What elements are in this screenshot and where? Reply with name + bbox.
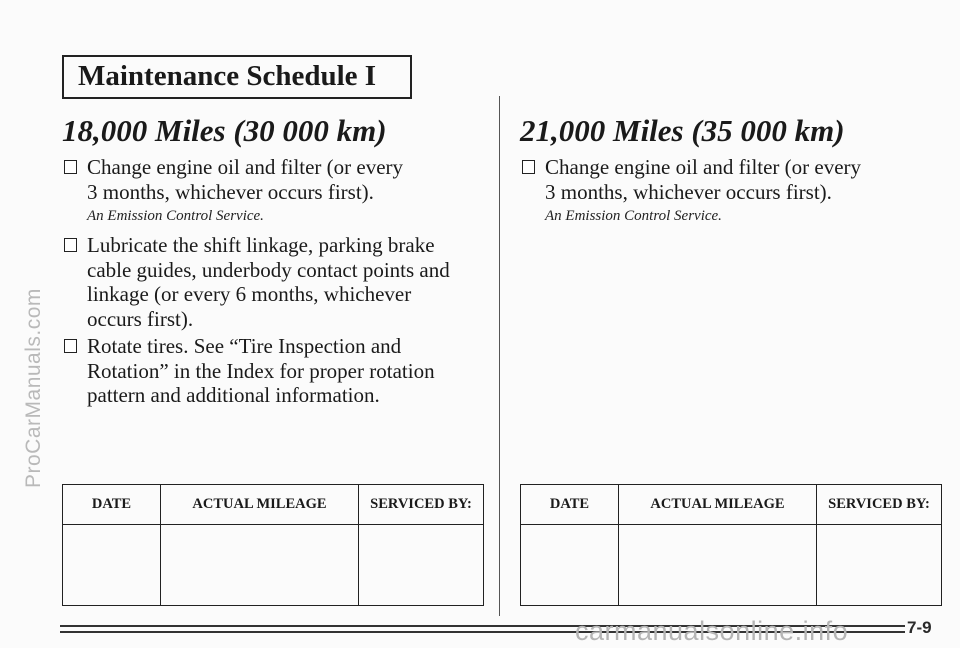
mileage-entry-cell[interactable] [161, 525, 359, 606]
item-line: occurs first). [87, 306, 194, 331]
left-emission-note: An Emission Control Service. [87, 208, 264, 224]
table-header-mileage: ACTUAL MILEAGE [161, 485, 359, 525]
table-header-date: DATE [63, 485, 161, 525]
left-item-oil-change [64, 155, 403, 204]
item-line: Rotate tires. See “Tire Inspection and [87, 334, 402, 358]
checkbox[interactable] [64, 339, 77, 353]
table-header-mileage: ACTUAL MILEAGE [619, 485, 817, 525]
left-service-log-table [62, 484, 484, 606]
item-line: linkage (or every 6 months, whichever [87, 282, 412, 306]
column-divider [499, 96, 500, 616]
watermark-procarmanuals: ProCarManuals.com [22, 288, 45, 488]
checkbox[interactable] [64, 160, 77, 174]
mileage-entry-cell[interactable] [619, 525, 817, 606]
right-mileage-heading: 21,000 Miles (35 000 km) [520, 113, 845, 148]
right-service-log-table [520, 484, 942, 606]
item-line: Rotation” in the Index for proper rotation [87, 358, 435, 383]
date-entry-cell[interactable] [63, 525, 161, 606]
item-line: 3 months, whichever occurs first). [87, 179, 374, 204]
left-item-lubricate [64, 233, 450, 331]
watermark-carmanualsonline: carmanualsonline.info [575, 616, 849, 646]
table-header-serviced-by: SERVICED BY: [359, 485, 484, 525]
date-entry-cell[interactable] [521, 525, 619, 606]
item-line: pattern and additional information. [87, 383, 380, 407]
section-title: Maintenance Schedule I [78, 60, 377, 92]
serviced-by-entry-cell[interactable] [359, 525, 484, 606]
item-line: cable guides, underbody contact points and [87, 257, 450, 282]
right-item-oil-change [522, 155, 861, 204]
left-mileage-heading: 18,000 Miles (30 000 km) [62, 113, 387, 148]
table-header-date: DATE [521, 485, 619, 525]
item-line: Lubricate the shift linkage, parking brake [87, 233, 435, 257]
page-number: 7-9 [907, 618, 932, 637]
serviced-by-entry-cell[interactable] [817, 525, 942, 606]
checkbox[interactable] [522, 160, 535, 174]
item-line: Change engine oil and filter (or every [87, 155, 404, 179]
left-item-rotate-tires [64, 334, 435, 408]
item-line: Change engine oil and filter (or every [545, 155, 862, 179]
table-header-serviced-by: SERVICED BY: [817, 485, 942, 525]
right-emission-note: An Emission Control Service. [545, 208, 722, 224]
checkbox[interactable] [64, 238, 77, 252]
item-line: 3 months, whichever occurs first). [545, 179, 832, 204]
